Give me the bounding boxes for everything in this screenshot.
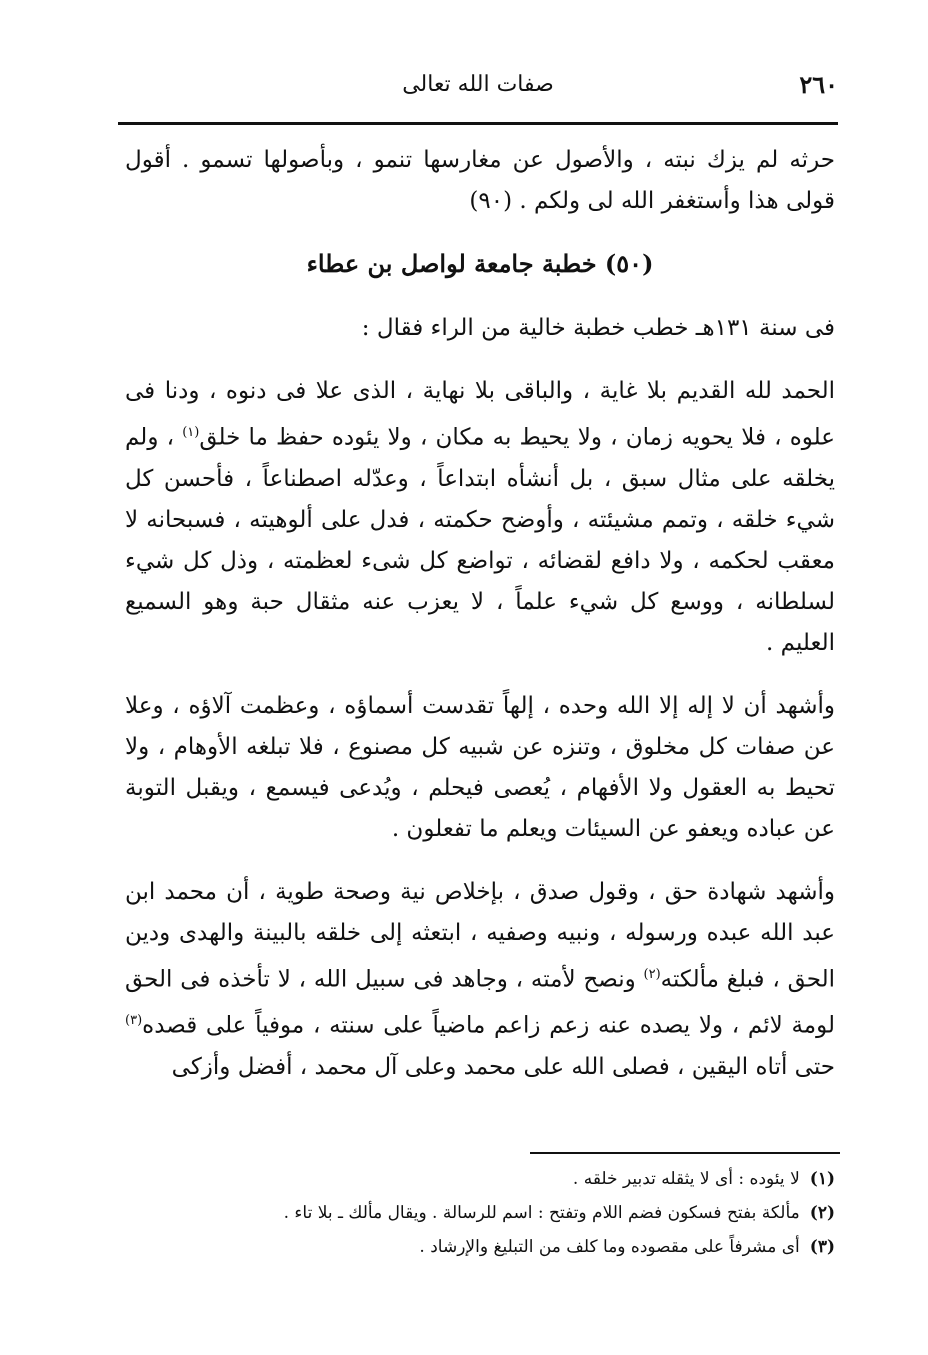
- footnote-text: مألكة بفتح فسكون فضم اللام وتفتح : اسم للرسالة . ويقال مألك ـ بلا تاء .: [283, 1203, 800, 1223]
- footnote-text: أى مشرفاً على مقصوده وما كلف من التبليغ والإرشاد .: [419, 1237, 800, 1257]
- footnote-marker-3: (٣): [125, 1013, 143, 1029]
- continuation-paragraph: حرثه لم يزك نبته ، والأصول عن مغارسها تنمو ، وبأصولها تسمو . أقول قولى هذا وأستغفر الله لى ولكم . (٩٠): [125, 147, 835, 214]
- footnote-number: (١): [809, 1169, 835, 1189]
- footnote-marker-2: (٢): [643, 966, 661, 982]
- footnote-marker-1: (١): [182, 425, 200, 440]
- paragraph-testimony: وأشهد أن لا إله إلا الله وحده ، إلهاً تقدست أسماؤه ، وعظمت آلاؤه ، وعلا عن صفات كل مخلوق ، وتنزه عن شبيه كل مصنوع ، فلا تبلغه الأوهام ، ولا تحيط به العقول ولا الأفهام ، يُعصى فيحلم ، ويُدعى فيسمع ، ويقبل التوبة عن عباده ويعفو عن السيئات ويعلم ما تفعلون .: [125, 692, 835, 842]
- paragraph-prophet-part3: حتى أتاه اليقين ، فصلى الله على محمد وعلى آل محمد ، أفضل وأزكى: [171, 1053, 835, 1080]
- paragraph-praise-part1: الحمد لله القديم بلا غاية ، والباقى بلا نهاية ، الذى علا فى دنوه ، ودنا فى علوه ، فلا يحويه زمان ، ولا يحيط به مكان ، ولا يئوده حفظ ما خلق: [125, 378, 835, 451]
- footnote-2: [125, 1196, 835, 1230]
- footnote-3: [125, 1230, 835, 1264]
- paragraph-prophet-part2: ونصح لأمته ، وجاهد فى سبيل الله ، لا تأخذه فى الحق لومة لائم ، ولا يصده عنه زعم زاعم ماضياً على سنته ، موفياً على قصده: [125, 966, 835, 1039]
- running-title: صفات الله تعالى: [402, 72, 554, 97]
- footnote-number: (٣): [809, 1237, 835, 1257]
- intro-line: فى سنة ١٣١هـ خطب خطبة خالية من الراء فقال :: [361, 315, 835, 341]
- footnote-rule: [530, 1152, 840, 1154]
- page-body: [125, 140, 835, 1088]
- paragraph-praise-part2: ، ولم يخلقه على مثال سبق ، بل أنشأه ابتداعاً ، وعدّله اصطناعاً ، فأحسن كل شيء خلقه ، وتمم مشيئته ، وأوضح حكمته ، فدل على ألوهيته ، فسبحانه لا معقب لحكمه ، ولا دافع لقضائه ، تواضع كل شىء لعظمته ، وذل كل شيء لسلطانه ، ووسع كل شيء علماً ، لا يعزب عنه مثقال حبة وهو السميع العليم .: [125, 424, 835, 656]
- footnote-1: [125, 1162, 835, 1196]
- page-number: ٢٦٠: [799, 70, 838, 99]
- footnotes: [125, 1162, 835, 1264]
- header-rule: [118, 122, 838, 125]
- paragraph-praise: [125, 371, 835, 664]
- footnote-text: لا يئوده : أى لا يثقله تدبير خلقه .: [572, 1169, 800, 1189]
- paragraph-prophet: [125, 872, 835, 1088]
- footnote-number: (٢): [809, 1203, 835, 1223]
- section-heading: (٥٠) خطبة جامعة لواصل بن عطاء: [306, 249, 654, 278]
- page-header: [118, 70, 838, 110]
- paragraph-prophet-part1: وأشهد شهادة حق ، وقول صدق ، بإخلاص نية وصحة طوية ، أن محمد ابن عبد الله عبده ورسوله ، ونبيه وصفيه ، ابتعثه إلى خلقه بالبينة والهدى ودين الحق ، فبلغ مألكته: [125, 878, 835, 993]
